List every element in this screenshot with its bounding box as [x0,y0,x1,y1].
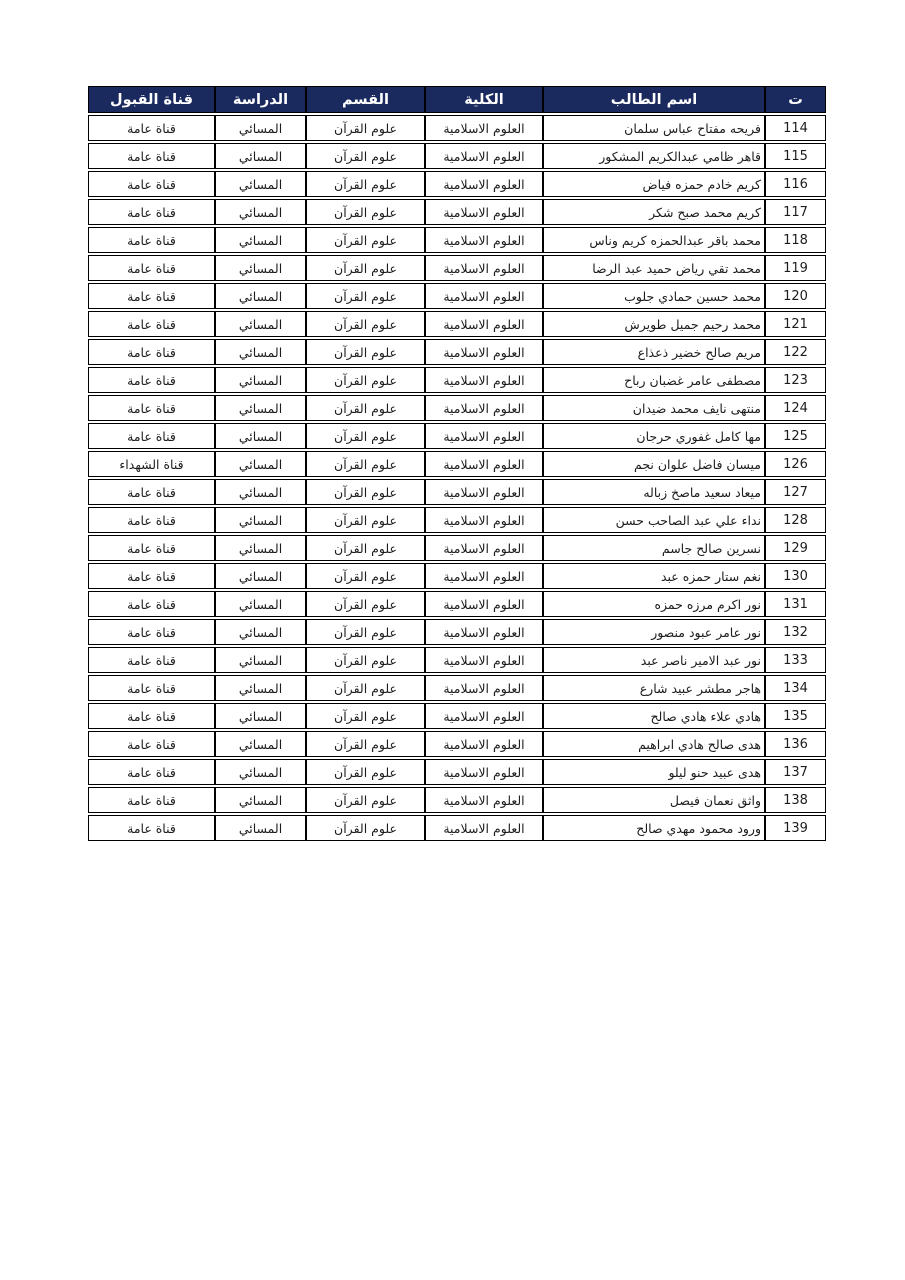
cell-student-name: محمد باقر عبدالحمزه كريم وناس [543,227,765,253]
cell-department: علوم القرآن [306,591,425,617]
cell-admission-channel: قناة عامة [88,395,215,421]
col-header-study: الدراسة [215,86,306,113]
cell-department: علوم القرآن [306,283,425,309]
table-row [88,367,826,393]
table-row [88,171,826,197]
cell-admission-channel: قناة عامة [88,423,215,449]
header-row [88,86,826,113]
cell-index: 134 [765,675,826,701]
cell-department: علوم القرآن [306,479,425,505]
cell-department: علوم القرآن [306,787,425,813]
table-row [88,199,826,225]
cell-admission-channel: قناة عامة [88,507,215,533]
cell-student-name: مريم صالح خضير ذعذاع [543,339,765,365]
cell-study: المسائي [215,703,306,729]
cell-admission-channel: قناة عامة [88,591,215,617]
cell-study: المسائي [215,815,306,841]
cell-student-name: قاهر ظامي عبدالكريم المشكور [543,143,765,169]
table-row [88,591,826,617]
cell-department: علوم القرآن [306,759,425,785]
cell-admission-channel: قناة عامة [88,619,215,645]
cell-department: علوم القرآن [306,339,425,365]
cell-study: المسائي [215,395,306,421]
table-body [88,115,826,841]
cell-index: 123 [765,367,826,393]
cell-index: 118 [765,227,826,253]
cell-index: 132 [765,619,826,645]
cell-admission-channel: قناة عامة [88,731,215,757]
cell-student-name: منتهى نايف محمد ضيدان [543,395,765,421]
table-row [88,703,826,729]
cell-study: المسائي [215,507,306,533]
table-row [88,815,826,841]
cell-student-name: ميسان فاضل علوان نجم [543,451,765,477]
cell-college: العلوم الاسلامية [425,115,543,141]
cell-index: 131 [765,591,826,617]
cell-study: المسائي [215,227,306,253]
table-row [88,619,826,645]
table-row [88,675,826,701]
cell-department: علوم القرآن [306,423,425,449]
cell-index: 137 [765,759,826,785]
cell-department: علوم القرآن [306,451,425,477]
cell-index: 117 [765,199,826,225]
table-row [88,255,826,281]
cell-department: علوم القرآن [306,647,425,673]
cell-department: علوم القرآن [306,507,425,533]
students-table [88,84,826,843]
cell-index: 135 [765,703,826,729]
cell-department: علوم القرآن [306,619,425,645]
cell-college: العلوم الاسلامية [425,451,543,477]
cell-department: علوم القرآن [306,535,425,561]
cell-student-name: ورود محمود مهدي صالح [543,815,765,841]
cell-student-name: نور عبد الامير ناصر عبد [543,647,765,673]
table-row [88,115,826,141]
cell-admission-channel: قناة عامة [88,815,215,841]
cell-study: المسائي [215,283,306,309]
table-row [88,451,826,477]
cell-study: المسائي [215,367,306,393]
cell-college: العلوم الاسلامية [425,143,543,169]
cell-department: علوم القرآن [306,395,425,421]
cell-admission-channel: قناة عامة [88,787,215,813]
cell-study: المسائي [215,255,306,281]
cell-department: علوم القرآن [306,255,425,281]
table-row [88,647,826,673]
table-row [88,339,826,365]
cell-study: المسائي [215,311,306,337]
col-header-college: الكلية [425,86,543,113]
cell-student-name: مها كامل غفوري حرجان [543,423,765,449]
cell-index: 120 [765,283,826,309]
cell-admission-channel: قناة عامة [88,171,215,197]
cell-college: العلوم الاسلامية [425,255,543,281]
cell-department: علوم القرآن [306,171,425,197]
cell-index: 122 [765,339,826,365]
cell-college: العلوم الاسلامية [425,479,543,505]
cell-student-name: كريم محمد صبح شكر [543,199,765,225]
table-row [88,283,826,309]
cell-admission-channel: قناة عامة [88,311,215,337]
cell-student-name: نغم ستار حمزه عبد [543,563,765,589]
cell-admission-channel: قناة عامة [88,479,215,505]
cell-college: العلوم الاسلامية [425,563,543,589]
cell-college: العلوم الاسلامية [425,787,543,813]
cell-student-name: نور عامر عبود منصور [543,619,765,645]
cell-student-name: هادي علاء هادي صالح [543,703,765,729]
cell-index: 133 [765,647,826,673]
cell-index: 126 [765,451,826,477]
table-row [88,787,826,813]
cell-college: العلوم الاسلامية [425,759,543,785]
cell-admission-channel: قناة عامة [88,339,215,365]
cell-college: العلوم الاسلامية [425,423,543,449]
cell-department: علوم القرآن [306,731,425,757]
col-header-department: القسم [306,86,425,113]
cell-admission-channel: قناة عامة [88,675,215,701]
cell-index: 124 [765,395,826,421]
cell-study: المسائي [215,731,306,757]
table-row [88,227,826,253]
cell-student-name: نسرين صالح جاسم [543,535,765,561]
cell-study: المسائي [215,143,306,169]
col-header-student-name: اسم الطالب [543,86,765,113]
cell-admission-channel: قناة عامة [88,535,215,561]
cell-admission-channel: قناة عامة [88,283,215,309]
cell-admission-channel: قناة عامة [88,255,215,281]
col-header-admission-channel: قناة القبول [88,86,215,113]
cell-student-name: هدى عبيد حنو ليلو [543,759,765,785]
cell-college: العلوم الاسلامية [425,311,543,337]
cell-index: 136 [765,731,826,757]
cell-student-name: واثق نعمان فيصل [543,787,765,813]
cell-study: المسائي [215,423,306,449]
cell-index: 116 [765,171,826,197]
cell-index: 114 [765,115,826,141]
cell-index: 115 [765,143,826,169]
cell-college: العلوم الاسلامية [425,339,543,365]
cell-study: المسائي [215,199,306,225]
cell-index: 128 [765,507,826,533]
cell-admission-channel: قناة عامة [88,143,215,169]
cell-admission-channel: قناة عامة [88,115,215,141]
cell-department: علوم القرآن [306,563,425,589]
table-row [88,507,826,533]
cell-study: المسائي [215,563,306,589]
cell-index: 121 [765,311,826,337]
cell-study: المسائي [215,339,306,365]
cell-index: 119 [765,255,826,281]
cell-college: العلوم الاسلامية [425,395,543,421]
cell-admission-channel: قناة عامة [88,199,215,225]
cell-study: المسائي [215,647,306,673]
cell-college: العلوم الاسلامية [425,171,543,197]
cell-college: العلوم الاسلامية [425,647,543,673]
cell-student-name: مصطفى عامر غضبان رباح [543,367,765,393]
cell-department: علوم القرآن [306,367,425,393]
cell-college: العلوم الاسلامية [425,591,543,617]
cell-college: العلوم الاسلامية [425,283,543,309]
cell-study: المسائي [215,171,306,197]
cell-college: العلوم الاسلامية [425,731,543,757]
cell-index: 138 [765,787,826,813]
cell-college: العلوم الاسلامية [425,199,543,225]
cell-admission-channel: قناة عامة [88,703,215,729]
cell-student-name: كريم خادم حمزه فياض [543,171,765,197]
cell-index: 125 [765,423,826,449]
cell-student-name: ميعاد سعيد ماصخ زباله [543,479,765,505]
cell-study: المسائي [215,451,306,477]
cell-student-name: هدى صالح هادي ابراهيم [543,731,765,757]
table-row [88,311,826,337]
cell-admission-channel: قناة عامة [88,563,215,589]
cell-admission-channel: قناة عامة [88,367,215,393]
cell-student-name: نداء علي عبد الصاحب حسن [543,507,765,533]
cell-admission-channel: قناة الشهداء [88,451,215,477]
cell-department: علوم القرآن [306,227,425,253]
table-row [88,535,826,561]
cell-study: المسائي [215,115,306,141]
cell-index: 139 [765,815,826,841]
cell-student-name: نور اكرم مرزه حمزه [543,591,765,617]
cell-department: علوم القرآن [306,115,425,141]
cell-admission-channel: قناة عامة [88,227,215,253]
cell-study: المسائي [215,787,306,813]
cell-department: علوم القرآن [306,815,425,841]
cell-department: علوم القرآن [306,703,425,729]
cell-college: العلوم الاسلامية [425,619,543,645]
cell-study: المسائي [215,535,306,561]
cell-student-name: محمد تقي رياض حميد عبد الرضا [543,255,765,281]
cell-college: العلوم الاسلامية [425,703,543,729]
cell-college: العلوم الاسلامية [425,675,543,701]
cell-study: المسائي [215,479,306,505]
cell-college: العلوم الاسلامية [425,507,543,533]
cell-student-name: فريحه مفتاح عباس سلمان [543,115,765,141]
cell-college: العلوم الاسلامية [425,227,543,253]
cell-index: 129 [765,535,826,561]
table-row [88,143,826,169]
cell-index: 130 [765,563,826,589]
cell-index: 127 [765,479,826,505]
table-row [88,479,826,505]
cell-department: علوم القرآن [306,675,425,701]
cell-department: علوم القرآن [306,143,425,169]
cell-study: المسائي [215,759,306,785]
col-header-index: ت [765,86,826,113]
table-row [88,395,826,421]
cell-admission-channel: قناة عامة [88,759,215,785]
cell-college: العلوم الاسلامية [425,535,543,561]
cell-student-name: محمد حسين حمادي جلوب [543,283,765,309]
cell-student-name: هاجر مطشر عبيد شارع [543,675,765,701]
cell-study: المسائي [215,619,306,645]
cell-study: المسائي [215,675,306,701]
cell-college: العلوم الاسلامية [425,815,543,841]
cell-college: العلوم الاسلامية [425,367,543,393]
cell-study: المسائي [215,591,306,617]
table-row [88,731,826,757]
cell-department: علوم القرآن [306,311,425,337]
cell-student-name: محمد رحيم جميل طويرش [543,311,765,337]
table-row [88,563,826,589]
cell-department: علوم القرآن [306,199,425,225]
table-row [88,759,826,785]
table-row [88,423,826,449]
cell-admission-channel: قناة عامة [88,647,215,673]
